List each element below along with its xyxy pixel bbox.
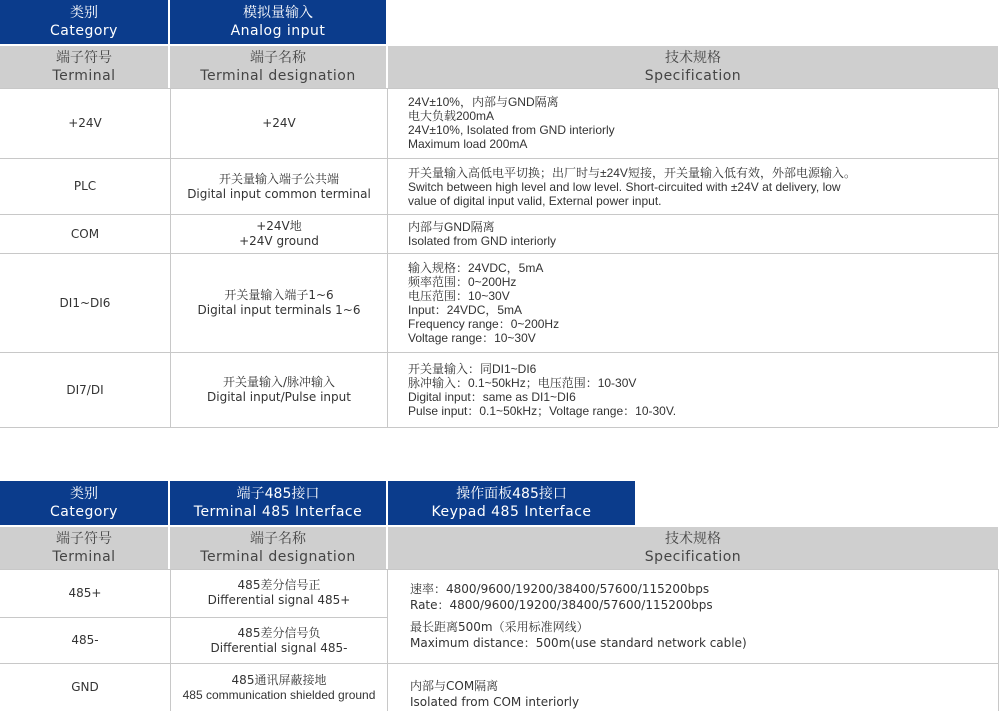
divider — [0, 427, 998, 428]
spec-line: Pulse input：0.1~50kHz；Voltage range：10-30V. — [408, 404, 677, 418]
table-row-designation — [170, 664, 388, 711]
spec-line: 内部与GND隔离 — [408, 220, 495, 234]
table-row-terminal — [0, 159, 170, 214]
spec-line: Switch between high level and low level. Short-circuited with ±24V at delivery, low — [408, 179, 841, 194]
header-category — [0, 481, 170, 525]
designation-en: +24V ground — [239, 234, 319, 248]
designation-en: Digital input/Pulse input — [207, 390, 351, 404]
spec-line: 电大负载200mA — [408, 109, 495, 123]
col-spec-cn: 技术规格 — [665, 50, 721, 66]
table-row-terminal — [0, 254, 170, 352]
spec-line: Input：24VDC，5mA — [408, 303, 523, 317]
col-terminal-header — [0, 46, 170, 88]
table-row-terminal — [0, 664, 170, 711]
designation-cn: 485差分信号正 — [237, 578, 321, 592]
designation-cn: 开关量输入端子公共端 — [218, 171, 339, 186]
spec-line: Maximum load 200mA — [408, 137, 528, 151]
spec-line: Isolated from COM interiorly — [410, 694, 580, 709]
divider — [387, 88, 388, 427]
table-row-spec — [388, 569, 998, 663]
header-category — [0, 0, 170, 44]
designation-cn: 485差分信号负 — [237, 625, 321, 640]
header-category-en: Category — [50, 23, 118, 39]
col-spec-header — [388, 46, 998, 88]
col-terminal-en: Terminal — [52, 68, 116, 84]
col-spec-header — [388, 527, 998, 569]
divider — [0, 663, 998, 664]
spec-line: Frequency range：0~200Hz — [408, 317, 560, 331]
divider — [170, 88, 171, 427]
terminal-label: DI1~DI6 — [59, 295, 111, 310]
spec-line: 开关量输入：同DI1~DI6 — [408, 362, 537, 376]
table-row-spec — [388, 353, 998, 427]
spec-line: value of digital input valid, External power input. — [408, 193, 662, 208]
table-row-terminal — [0, 88, 170, 158]
header-category-cn: 类别 — [70, 5, 98, 21]
table-row-terminal — [0, 215, 170, 253]
terminal-label: 485- — [71, 633, 99, 647]
table-row-designation — [170, 88, 388, 158]
col-spec-en: Specification — [644, 549, 742, 565]
table-row-terminal — [0, 353, 170, 427]
divider — [170, 569, 171, 711]
col-terminal-cn: 端子符号 — [56, 531, 112, 547]
header-terminal-485-cn: 端子485接口 — [236, 486, 320, 502]
table-row-spec — [388, 88, 998, 158]
terminal-label: DI7/DI — [66, 382, 104, 397]
table-row-terminal — [0, 618, 170, 663]
divider — [387, 569, 388, 711]
table-row-designation — [170, 569, 388, 617]
header-terminal-485-en: Terminal 485 Interface — [193, 504, 363, 520]
col-spec-cn: 技术规格 — [665, 531, 721, 547]
spec-line: 输入规格：24VDC，5mA — [408, 261, 544, 275]
header-analog-input — [170, 0, 388, 44]
spec-line: Isolated from GND interiorly — [408, 234, 557, 248]
designation-cn: 485通讯屏蔽接地 — [231, 673, 327, 687]
table-row-terminal — [0, 569, 170, 617]
divider — [0, 214, 998, 215]
header-category-cn: 类别 — [70, 486, 98, 502]
spec-line: 内部与COM隔离 — [410, 678, 499, 693]
table-row-designation — [170, 618, 388, 663]
table-row-spec — [388, 215, 998, 253]
terminal-label: PLC — [73, 179, 97, 193]
divider — [0, 569, 998, 570]
col-terminal-header — [0, 527, 170, 569]
header-keypad-485 — [388, 481, 635, 525]
col-designation-header — [170, 527, 388, 569]
header-analog-input-en: Analog input — [230, 23, 326, 39]
spec-line: 脉冲输入：0.1~50kHz；电压范围：10-30V — [408, 376, 637, 390]
table-row-designation — [170, 254, 388, 352]
divider — [998, 569, 999, 711]
spec-line: Digital input：same as DI1~DI6 — [408, 390, 576, 404]
spec-line: Rate：4800/9600/19200/38400/57600/115200bps — [410, 598, 713, 612]
table-row-spec — [388, 254, 998, 352]
divider — [0, 88, 998, 89]
spec-line: 频率范围：0~200Hz — [408, 275, 517, 289]
spec-line: Maximum distance：500m(use standard network cable) — [410, 636, 747, 650]
designation-cn: 开关量输入/脉冲输入 — [222, 375, 336, 389]
col-designation-en: Terminal designation — [200, 68, 356, 84]
divider — [0, 617, 388, 618]
designation-en: Digital input common terminal — [187, 186, 371, 201]
col-terminal-cn: 端子符号 — [56, 50, 112, 66]
terminal-label: 485+ — [68, 585, 102, 600]
spec-line: 电压范围：10~30V — [408, 289, 510, 303]
col-designation-en: Terminal designation — [200, 549, 356, 565]
designation-label: +24V — [262, 115, 296, 130]
table-row-designation — [170, 159, 388, 214]
designation-en: Digital input terminals 1~6 — [197, 303, 361, 317]
terminal-label: GND — [71, 680, 99, 694]
header-keypad-485-cn: 操作面板485接口 — [456, 486, 567, 502]
col-designation-cn: 端子名称 — [250, 531, 306, 547]
header-terminal-485 — [170, 481, 388, 525]
designation-en: 485 communication shielded ground — [182, 688, 376, 702]
divider — [998, 88, 999, 427]
designation-en: Differential signal 485- — [210, 640, 348, 655]
spec-line: Voltage range：10~30V — [408, 331, 536, 345]
designation-cn: 开关量输入端子1~6 — [224, 288, 334, 302]
spec-line: 速率：4800/9600/19200/38400/57600/115200bps — [410, 582, 710, 596]
table-row-spec — [388, 664, 998, 711]
col-designation-header — [170, 46, 388, 88]
terminal-label: COM — [70, 226, 100, 241]
spec-line: 24V±10%, Isolated from GND interiorly — [408, 123, 615, 137]
table-row-designation — [170, 353, 388, 427]
header-analog-input-cn: 模拟量输入 — [243, 5, 313, 21]
designation-en: Differential signal 485+ — [207, 593, 351, 607]
spec-line: 24V±10%，内部与GND隔离 — [408, 95, 559, 109]
divider — [0, 253, 998, 254]
col-spec-en: Specification — [644, 68, 742, 84]
table-row-spec — [388, 159, 998, 214]
col-terminal-en: Terminal — [52, 549, 116, 565]
divider — [0, 158, 998, 159]
spec-line: 开关量输入高低电平切换；出厂时与±24V短接，开关量输入低有效，外部电源输入。 — [408, 165, 856, 180]
designation-cn: +24V地 — [256, 219, 302, 233]
terminal-label: +24V — [68, 115, 102, 130]
col-designation-cn: 端子名称 — [250, 50, 306, 66]
table-row-designation — [170, 215, 388, 253]
header-keypad-485-en: Keypad 485 Interface — [431, 504, 592, 520]
divider — [0, 352, 998, 353]
header-category-en: Category — [50, 504, 118, 520]
spec-line: 最长距离500m（采用标准网线） — [410, 620, 589, 634]
